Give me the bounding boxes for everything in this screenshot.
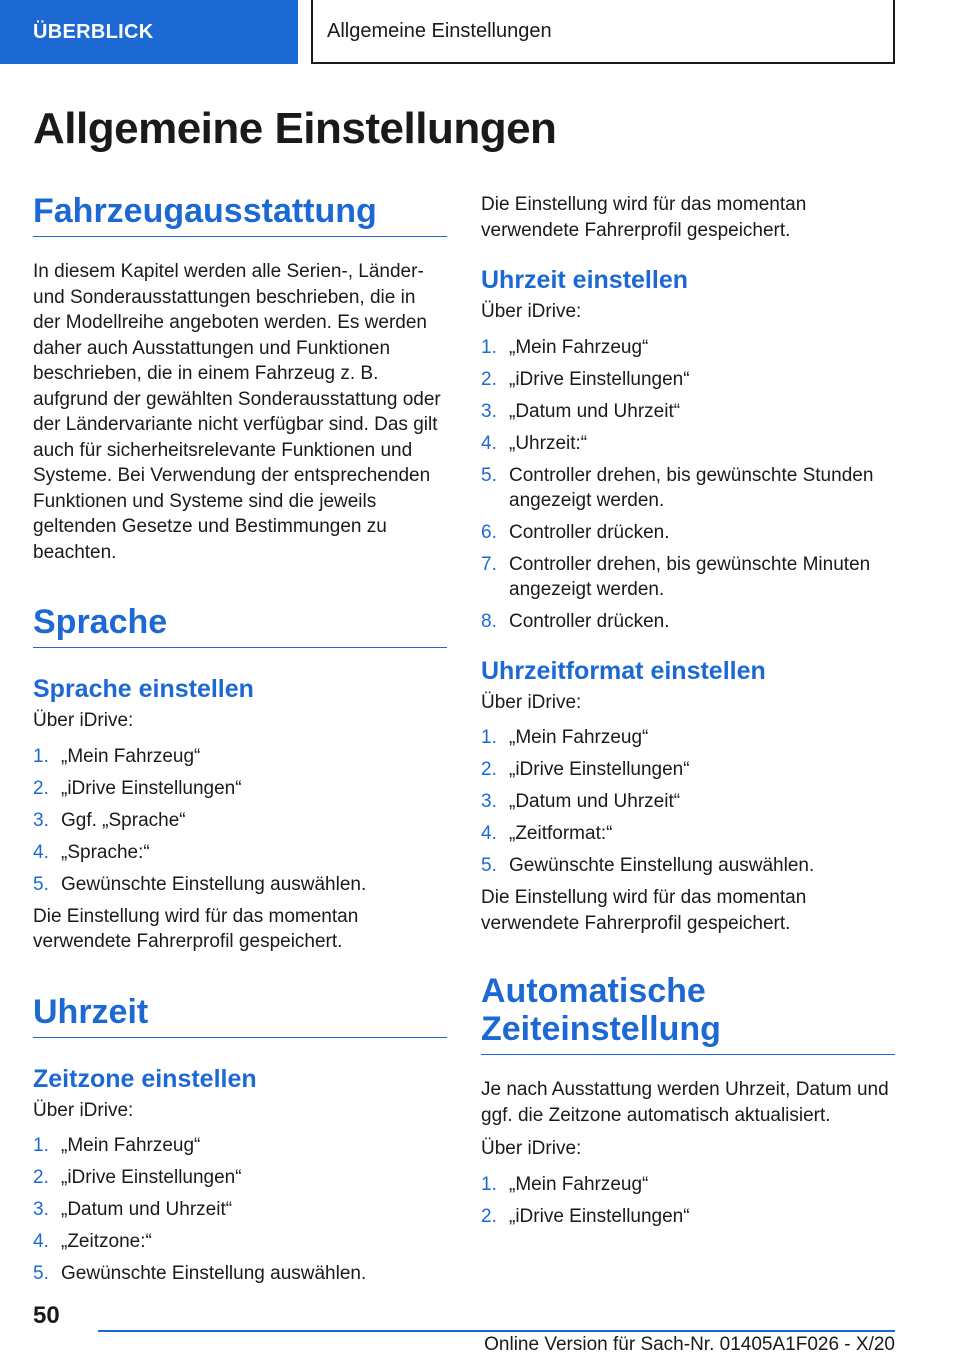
heading-uhrzeitformat-einstellen: Uhrzeitformat einstellen	[481, 656, 766, 685]
list-item: 5. Gewünschte Einstellung auswählen.	[481, 855, 815, 876]
list-item: 2. „iDrive Einstellungen“	[481, 368, 690, 390]
list-item: 2. „iDrive Einstellungen“	[33, 1167, 242, 1188]
list-item: 1. „Mein Fahrzeug“	[481, 1173, 649, 1195]
list-item: 4. „Uhrzeit:“	[481, 432, 588, 454]
footer-online-version: Online Version für Sach-Nr. 01405A1F026 - X/20	[484, 1334, 895, 1355]
zeitzone-intro: Über iDrive:	[33, 1099, 134, 1121]
list-item: 1. „Mein Fahrzeug“	[481, 727, 649, 748]
footer-divider	[98, 1330, 895, 1332]
auto-steps	[481, 1172, 895, 1229]
list-item: 2. „iDrive Einstellungen“	[481, 1205, 690, 1227]
fahrzeug-text: In diesem Kapitel werden alle Serien-, Länder- und Sonderausstattungen beschrieben, die in der Modellreihe angeboten werden. Es werden daher auch Ausstattungen und Funktionen beschrieben, die in einem Fahrzeug z. B. aufgrund der gewählten Sonderausstattung oder der Ländervariante nicht verfügbar sind. Das gilt auch für sicherheitsrelevante Funktionen und Systeme. Bei Verwendung der entsprechenden Funktionen und Systeme sind die jeweils geltenden Gesetze und Bestimmungen zu beachten.	[33, 261, 441, 563]
list-item: 3. „Datum und Uhrzeit“	[481, 791, 681, 812]
list-item: 1. „Mein Fahrzeug“	[481, 336, 649, 358]
heading-zeitzone-einstellen: Zeitzone einstellen	[33, 1064, 257, 1093]
list-item: 1. „Mein Fahrzeug“	[33, 1135, 201, 1156]
heading-automatische-zeiteinstellung: Automatische Zeiteinstellung	[481, 972, 895, 1055]
list-item: 7. Controller drehen, bis gewünschte Minuten angezeigt werden.	[481, 553, 871, 600]
right-column	[481, 192, 895, 1236]
sprache-intro: Über iDrive:	[33, 710, 134, 731]
heading-fahrzeugausstattung: Fahrzeugausstattung	[33, 192, 447, 237]
section-tab: Allgemeine Einstellungen	[311, 0, 895, 64]
list-item: 5. Gewünschte Einstellung auswählen.	[33, 873, 367, 895]
auto-text: Je nach Ausstattung werden Uhrzeit, Datum und ggf. die Zeitzone automatisch aktualisiert.	[481, 1079, 889, 1126]
list-item: 1. „Mein Fahrzeug“	[33, 745, 201, 767]
uhrzeitformat-intro: Über iDrive:	[481, 691, 582, 713]
left-column	[33, 192, 447, 1293]
list-item: 5. Controller drehen, bis gewünschte Stunden angezeigt werden.	[481, 464, 874, 511]
auto-intro: Über iDrive:	[481, 1138, 582, 1159]
list-item: 3. „Datum und Uhrzeit“	[33, 1199, 233, 1220]
uhrzeit-intro: Über iDrive:	[481, 301, 582, 322]
list-item: 6. Controller drücken.	[481, 521, 670, 543]
list-item: 2. „iDrive Einstellungen“	[481, 759, 690, 780]
list-item: 5. Gewünschte Einstellung auswählen.	[33, 1263, 367, 1284]
list-item: 4. „Zeitformat:“	[481, 823, 613, 844]
zeitzone-note: Die Einstellung wird für das momentan verwendete Fahrerprofil gespeichert.	[481, 194, 807, 241]
list-item: 2. „iDrive Einstellungen“	[33, 777, 242, 799]
sprache-note: Die Einstellung wird für das momentan verwendete Fahrerprofil gespeichert.	[33, 905, 359, 952]
list-item: 4. „Sprache:“	[33, 841, 150, 863]
heading-uhrzeit: Uhrzeit	[33, 993, 447, 1038]
uhrzeitformat-note: Die Einstellung wird für das momentan verwendete Fahrerprofil gespeichert.	[481, 887, 807, 934]
list-item: 8. Controller drücken.	[481, 610, 670, 632]
list-item: 3. Ggf. „Sprache“	[33, 809, 186, 831]
sprache-steps	[33, 744, 447, 897]
heading-uhrzeit-einstellen: Uhrzeit einstellen	[481, 266, 688, 294]
list-item: 3. „Datum und Uhrzeit“	[481, 400, 681, 422]
heading-sprache: Sprache	[33, 603, 447, 648]
list-item: 4. „Zeitzone:“	[33, 1231, 152, 1252]
uhrzeitformat-steps	[481, 725, 895, 878]
page-number: 50	[33, 1302, 60, 1329]
page-title: Allgemeine Einstellungen	[33, 104, 557, 153]
heading-sprache-einstellen: Sprache einstellen	[33, 675, 254, 703]
zeitzone-steps	[33, 1133, 447, 1286]
chapter-tab[interactable]: ÜBERBLICK	[0, 0, 298, 64]
uhrzeit-steps	[481, 335, 895, 634]
